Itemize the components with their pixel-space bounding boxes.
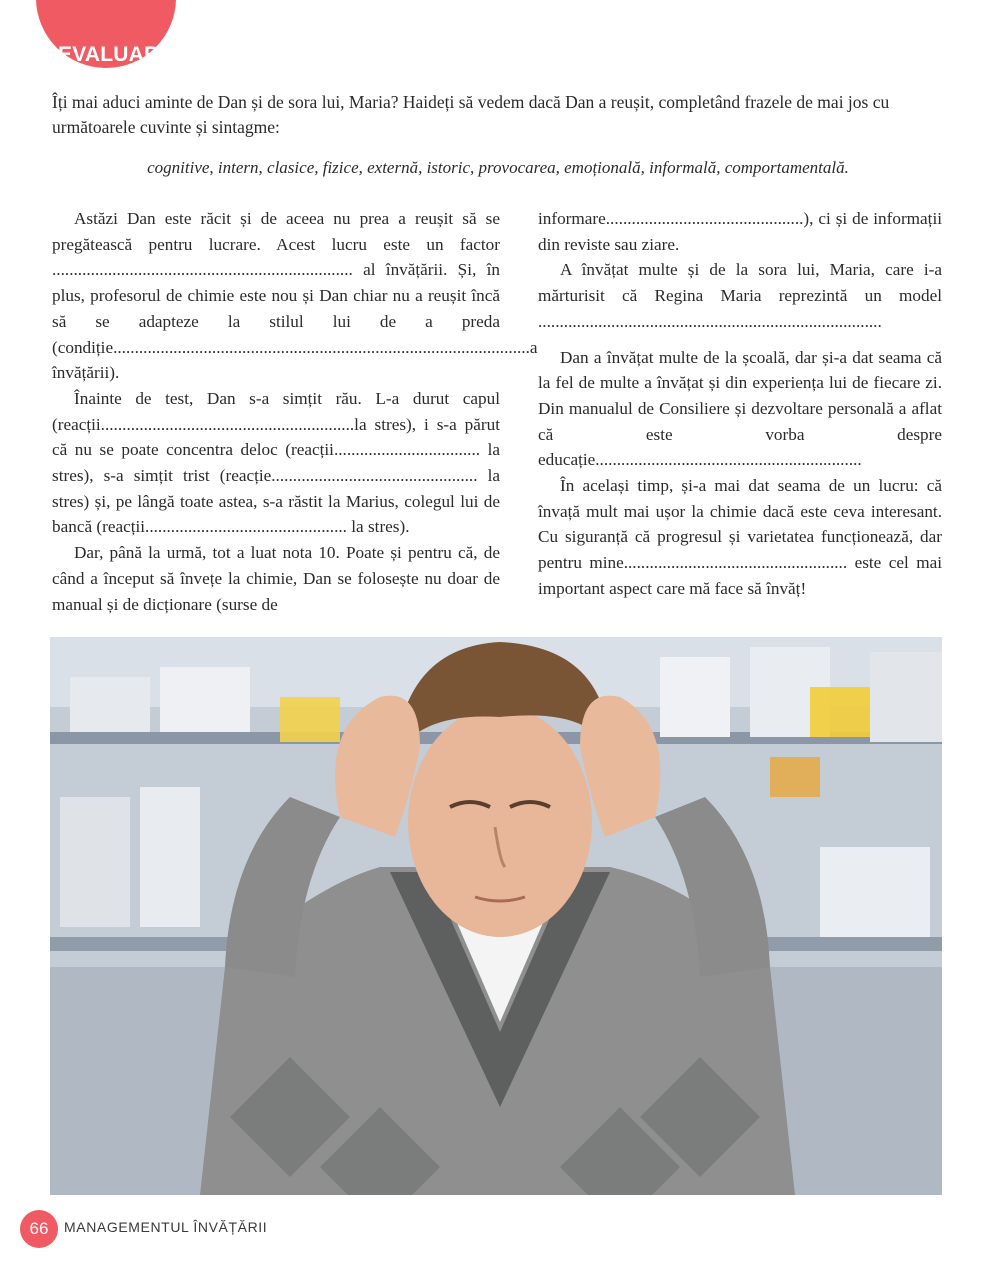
right-paragraph-4: În același timp, și-a mai dat seama de un lucru: că învață mult mai ușor la chimie dacă este ceva interesant. Cu siguranță că progresul și varietatea funcționează, dar pentru mine.................................................... este cel mai important aspect care mă face să învăț! [538,476,942,598]
right-column [538,206,942,602]
stressed-student-photo [50,637,942,1195]
page-number-badge [20,1210,58,1248]
left-paragraph-2: Înainte de test, Dan s-a simțit rău. L-a durut capul (reacții...........................................................la stres), i s-a părut că nu se poate concentra deloc (reacții.................................. la stres), s-a simțit trist (reacție................................................ la stres) și, pe lângă toate astea, s-a răstit la Marius, colegul lui de bancă (reacții............................................... la stres). [52,388,500,537]
word-list: cognitive, intern, clasice, fizice, externă, istoric, provocarea, emoțională, informală, comportamentală. [147,158,849,177]
left-paragraph-1: Astăzi Dan este răcit și de aceea nu prea a reușit să se pregătească pentru lucrare. Acest lucru este un factor ...................................................................... al învățării. Și, în plus, profesorul de chimie este nou și Dan chiar nu a reușit încă să se adapteze la stilul lui de a preda (condiție.................................................................................................a învățării). [52,209,538,383]
right-paragraph-1: informare..............................................), ci și de informații din reviste sau ziare. [538,209,942,254]
running-title: MANAGEMENTUL ÎNVĂȚĂRII [64,1219,268,1235]
left-column [52,206,538,617]
page-number: 66 [29,1219,49,1238]
section-badge-label: EVALUARE [58,43,174,66]
right-paragraph-3: Dan a învățat multe de la școală, dar și-a dat seama că la fel de multe a învățat și din experiența lui de fiecare zi. Din manualul de Consiliere și dezvoltare personală a aflat că este vorba despre educație.............................................................. [538,347,942,470]
left-paragraph-3: Dar, până la urmă, tot a luat nota 10. Poate și pentru că, de când a început să învețe la chimie, Dan se folosește nu doar de manual și de dicționare (surse de [52,543,500,614]
right-paragraph-2: A învățat multe și de la sora lui, Maria, care i-a mărturisit că Regina Maria reprezintă un model ................................................................................ [538,260,942,331]
intro-text: Îți mai aduci aminte de Dan și de sora lui, Maria? Haideți să vedem dacă Dan a reușit, completând frazele de mai jos cu următoarele cuvinte și sintagme: [52,92,890,137]
